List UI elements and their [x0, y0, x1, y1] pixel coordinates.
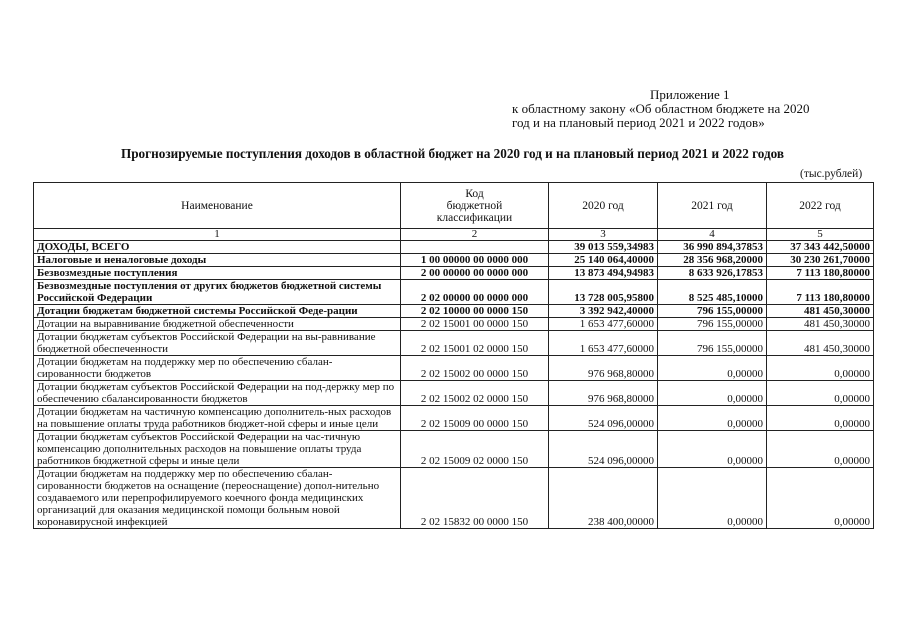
row-name: Дотации на выравнивание бюджетной обеспеченности [34, 318, 401, 331]
row-name: Безвозмездные поступления от других бюджетов бюджетной системы Российской Федерации [34, 280, 401, 305]
table-row [34, 280, 874, 305]
row-value-2022: 0,00000 [767, 381, 874, 406]
appendix-number: Приложение 1 [650, 87, 730, 102]
table-row [34, 267, 874, 280]
row-value-2020: 13 873 494,94983 [549, 267, 658, 280]
row-name: Дотации бюджетам субъектов Российской Федерации на вы-равнивание бюджетной обеспеченности [34, 331, 401, 356]
row-value-2021: 0,00000 [658, 406, 767, 431]
row-name: Дотации бюджетам субъектов Российской Федерации на час-тичную компенсацию дополнительных расходов на повышение оплаты труда работников бюджетной сферы и иные цели [34, 431, 401, 468]
table-row [34, 241, 874, 254]
header-code: Код бюджетной классификации [401, 183, 549, 229]
row-value-2021: 0,00000 [658, 356, 767, 381]
row-budget-code: 2 02 15002 02 0000 150 [401, 381, 549, 406]
appendix-note [512, 88, 882, 130]
row-value-2020: 1 653 477,60000 [549, 318, 658, 331]
column-number: 5 [767, 229, 874, 241]
row-name: Дотации бюджетам бюджетной системы Российской Феде-рации [34, 305, 401, 318]
row-value-2022: 0,00000 [767, 406, 874, 431]
row-name: Дотации бюджетам на поддержку мер по обеспечению сбалан-сированности бюджетов на оснащение (переоснащение) допол-нительно создаваемого или перепрофилируемого коечного фонда медицинских организаций для оказания медицинской помощи больным новой коронавирусной инфекцией [34, 468, 401, 529]
row-value-2021: 28 356 968,20000 [658, 254, 767, 267]
row-value-2022: 7 113 180,80000 [767, 280, 874, 305]
appendix-period-line: год и на плановый период 2021 и 2022 годов» [512, 115, 765, 130]
table-row [34, 431, 874, 468]
header-name: Наименование [34, 183, 401, 229]
row-value-2021: 0,00000 [658, 468, 767, 529]
row-value-2021: 0,00000 [658, 431, 767, 468]
row-value-2022: 0,00000 [767, 356, 874, 381]
table-row [34, 331, 874, 356]
units-label: (тыс.рублей) [800, 168, 863, 180]
column-number: 2 [401, 229, 549, 241]
header-2021: 2021 год [658, 183, 767, 229]
table-row [34, 305, 874, 318]
row-value-2022: 481 450,30000 [767, 305, 874, 318]
column-number: 3 [549, 229, 658, 241]
row-name: Дотации бюджетам субъектов Российской Федерации на под-держку мер по обеспечению сбалансированности бюджетов [34, 381, 401, 406]
row-value-2021: 8 633 926,17853 [658, 267, 767, 280]
row-name: ДОХОДЫ, ВСЕГО [34, 241, 401, 254]
row-value-2021: 8 525 485,10000 [658, 280, 767, 305]
table-row [34, 318, 874, 331]
row-budget-code: 2 02 00000 00 0000 000 [401, 280, 549, 305]
row-value-2022: 30 230 261,70000 [767, 254, 874, 267]
row-value-2022: 481 450,30000 [767, 318, 874, 331]
row-value-2022: 481 450,30000 [767, 331, 874, 356]
row-budget-code: 2 00 00000 00 0000 000 [401, 267, 549, 280]
row-name: Налоговые и неналоговые доходы [34, 254, 401, 267]
revenue-table [33, 182, 874, 529]
row-budget-code: 1 00 00000 00 0000 000 [401, 254, 549, 267]
header-2020: 2020 год [549, 183, 658, 229]
row-budget-code: 2 02 15002 00 0000 150 [401, 356, 549, 381]
row-value-2020: 39 013 559,34983 [549, 241, 658, 254]
row-value-2020: 25 140 064,40000 [549, 254, 658, 267]
row-value-2021: 796 155,00000 [658, 305, 767, 318]
appendix-law-line: к областному закону «Об областном бюджете на 2020 [512, 101, 810, 116]
column-number: 1 [34, 229, 401, 241]
row-value-2020: 3 392 942,40000 [549, 305, 658, 318]
row-value-2020: 976 968,80000 [549, 381, 658, 406]
row-name: Дотации бюджетам на поддержку мер по обеспечению сбалан-сированности бюджетов [34, 356, 401, 381]
table-row [34, 468, 874, 529]
row-name: Безвозмездные поступления [34, 267, 401, 280]
row-value-2022: 7 113 180,80000 [767, 267, 874, 280]
row-value-2020: 1 653 477,60000 [549, 331, 658, 356]
row-value-2022: 0,00000 [767, 431, 874, 468]
row-budget-code: 2 02 15001 00 0000 150 [401, 318, 549, 331]
row-budget-code: 2 02 15009 00 0000 150 [401, 406, 549, 431]
row-value-2020: 524 096,00000 [549, 406, 658, 431]
row-name: Дотации бюджетам на частичную компенсацию дополнитель-ных расходов на повышение оплаты труда работников бюджет-ной сферы и иные цели [34, 406, 401, 431]
table-row [34, 254, 874, 267]
column-number: 4 [658, 229, 767, 241]
table-header-row [34, 183, 874, 229]
table-row [34, 381, 874, 406]
row-value-2021: 0,00000 [658, 381, 767, 406]
row-budget-code: 2 02 15009 02 0000 150 [401, 431, 549, 468]
row-value-2020: 524 096,00000 [549, 431, 658, 468]
row-budget-code: 2 02 10000 00 0000 150 [401, 305, 549, 318]
row-budget-code: 2 02 15001 02 0000 150 [401, 331, 549, 356]
row-value-2021: 796 155,00000 [658, 318, 767, 331]
row-value-2022: 0,00000 [767, 468, 874, 529]
row-value-2020: 13 728 005,95800 [549, 280, 658, 305]
column-number-row [34, 229, 874, 241]
header-2022: 2022 год [767, 183, 874, 229]
row-budget-code [401, 241, 549, 254]
row-value-2020: 976 968,80000 [549, 356, 658, 381]
table-row [34, 406, 874, 431]
row-value-2022: 37 343 442,50000 [767, 241, 874, 254]
row-budget-code: 2 02 15832 00 0000 150 [401, 468, 549, 529]
document-title: Прогнозируемые поступления доходов в областной бюджет на 2020 год и на плановый период 2021 и 2022 годов [120, 146, 785, 161]
row-value-2021: 36 990 894,37853 [658, 241, 767, 254]
row-value-2021: 796 155,00000 [658, 331, 767, 356]
table-row [34, 356, 874, 381]
row-value-2020: 238 400,00000 [549, 468, 658, 529]
